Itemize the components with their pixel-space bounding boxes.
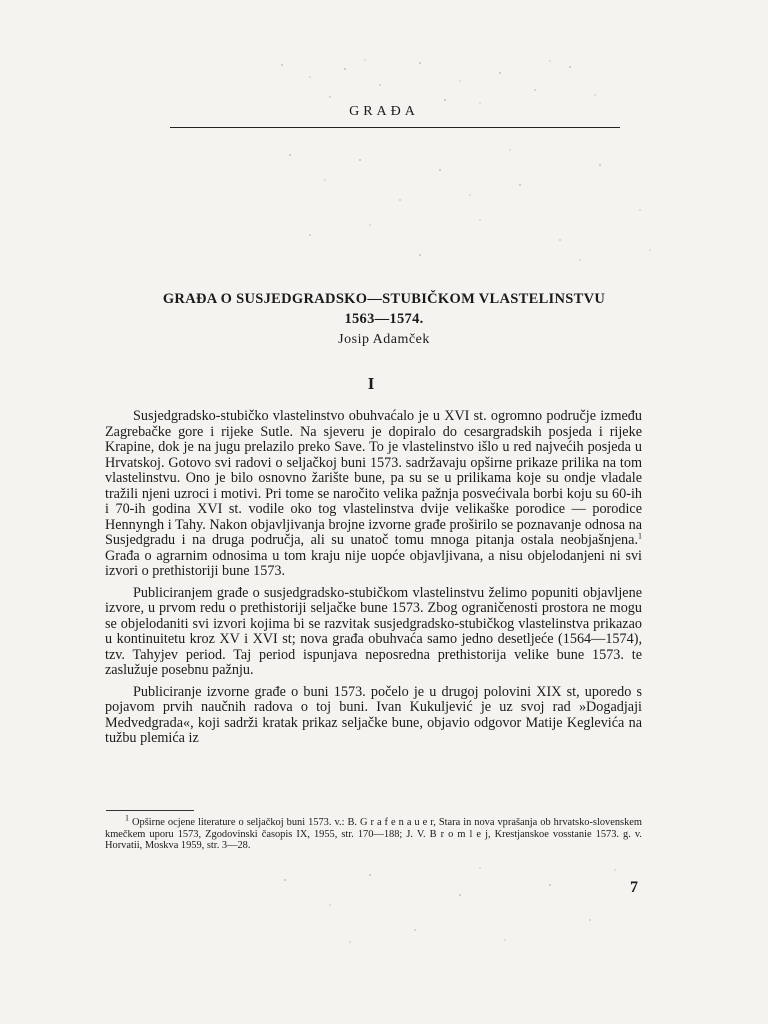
footnote-mark: 1: [125, 813, 129, 823]
footnote-text: Opširne ocjene literature o seljačkoj buni 1573. v.: B. G r a f e n a u e r, Stara in nova vprašanja ob hrvatsko-slovenskem kmečkem uporu 1573, Zgodovinski časopis IX, 1955, str. 170—188; J. V. B r o m l e j, Krestjanskoe vosstanie 1573. g. v. Horvatii, Moskva 1959, str. 3—28.: [105, 817, 642, 851]
running-head: GRAĐA: [349, 104, 419, 119]
body-text: [105, 409, 642, 753]
author-name: Josip Adamček: [338, 332, 430, 347]
paragraph-1-text-cont: Građa o agrarnim odnosima u tom kraju nije uopće objavljivana, a nisu objelodanjeni ni svi izvori o prethistoriji bune 1573.: [105, 547, 642, 579]
title-line-2: 1563—1574.: [344, 311, 424, 327]
scan-noise-top: [270, 55, 610, 110]
paragraph-3-text: Publiciranje izvorne građe o buni 1573. počelo je u drugoj polovini XIX st, uporedo s pojavom prvih naučnih radova o toj buni. Ivan Kukuljević je uz svoj rad »Dogadjaji Medvedgrada«, koji sadrži kratak prikaz seljačke bune, objavio odgovor Matije Keglevića na tužbu plemića iz: [105, 683, 642, 746]
scan-noise-middle: [270, 140, 670, 270]
footnote: [105, 813, 642, 852]
section-number: I: [367, 374, 375, 393]
footnote-ref: 1: [638, 531, 642, 541]
paragraph-3: [105, 685, 642, 747]
footnote-rule: [106, 810, 194, 811]
scan-noise-bottom: [270, 860, 630, 950]
paragraph-1: [105, 409, 642, 580]
footnote-1: [105, 813, 642, 852]
paragraph-2: [105, 586, 642, 679]
header-rule: [170, 127, 620, 128]
title-line-1: GRAĐA O SUSJEDGRADSKO—STUBIČKOM VLASTELINSTVU: [162, 291, 606, 307]
paragraph-1-text: Susjedgradsko-stubičko vlastelinstvo obuhvaćalo je u XVI st. ogromno područje između Zagrebačke gore i rijeke Sutle. Na sjeveru je dopiralo do cesargradskih posjeda i rijeke Krapine, dok je na jugu prelazilo preko Save. To je vlastelinstvo išlo u red najvećih posjeda u Hrvatskoj. Gotovo svi radovi o seljačkoj buni 1573. sadržavaju opširne prikaze prilika na tom vlastelinstvu. Ono je bilo osnovno žarište bune, pa su se u prilikama koje su ondje vladale tražili njeni uzroci i motivi. Pri tome se naročito velika pažnja posvećivala borbi koju su 60-ih i 70-ih godina XVI st. vodile oko tog vlastelinstva dvije velikaške porodice — porodice Hennyngh i Tahy. Nakon objavljivanja brojne izvorne građe proširilo se poznavanje odnosa na Susjedgradu i na druga područja, ali su unatoč tomu mnoga pitanja ostala neobjašnjena.: [105, 408, 642, 548]
page-number: 7: [630, 879, 638, 896]
paragraph-2-text: Publiciranjem građe o susjedgradsko-stubičkom vlastelinstvu želimo popuniti objavljene izvore, u prvom redu o prethistoriji seljačke bune 1573. Zbog ograničenosti prostora ne mogu se objelodaniti svi izvori kojima bi se razvitak susjedgradsko-stubičkog vlastelinstva prikazao u kontinuitetu kroz XV i XVI st; nova građa obuhvaća samo jedno desetljeće (1564—1574), tzv. Tahyjev period. Taj period ispunjava neposredna prethistorija velike bune 1573. te zaslužuje posebnu pažnju.: [105, 584, 642, 678]
article-title: [100, 289, 668, 329]
